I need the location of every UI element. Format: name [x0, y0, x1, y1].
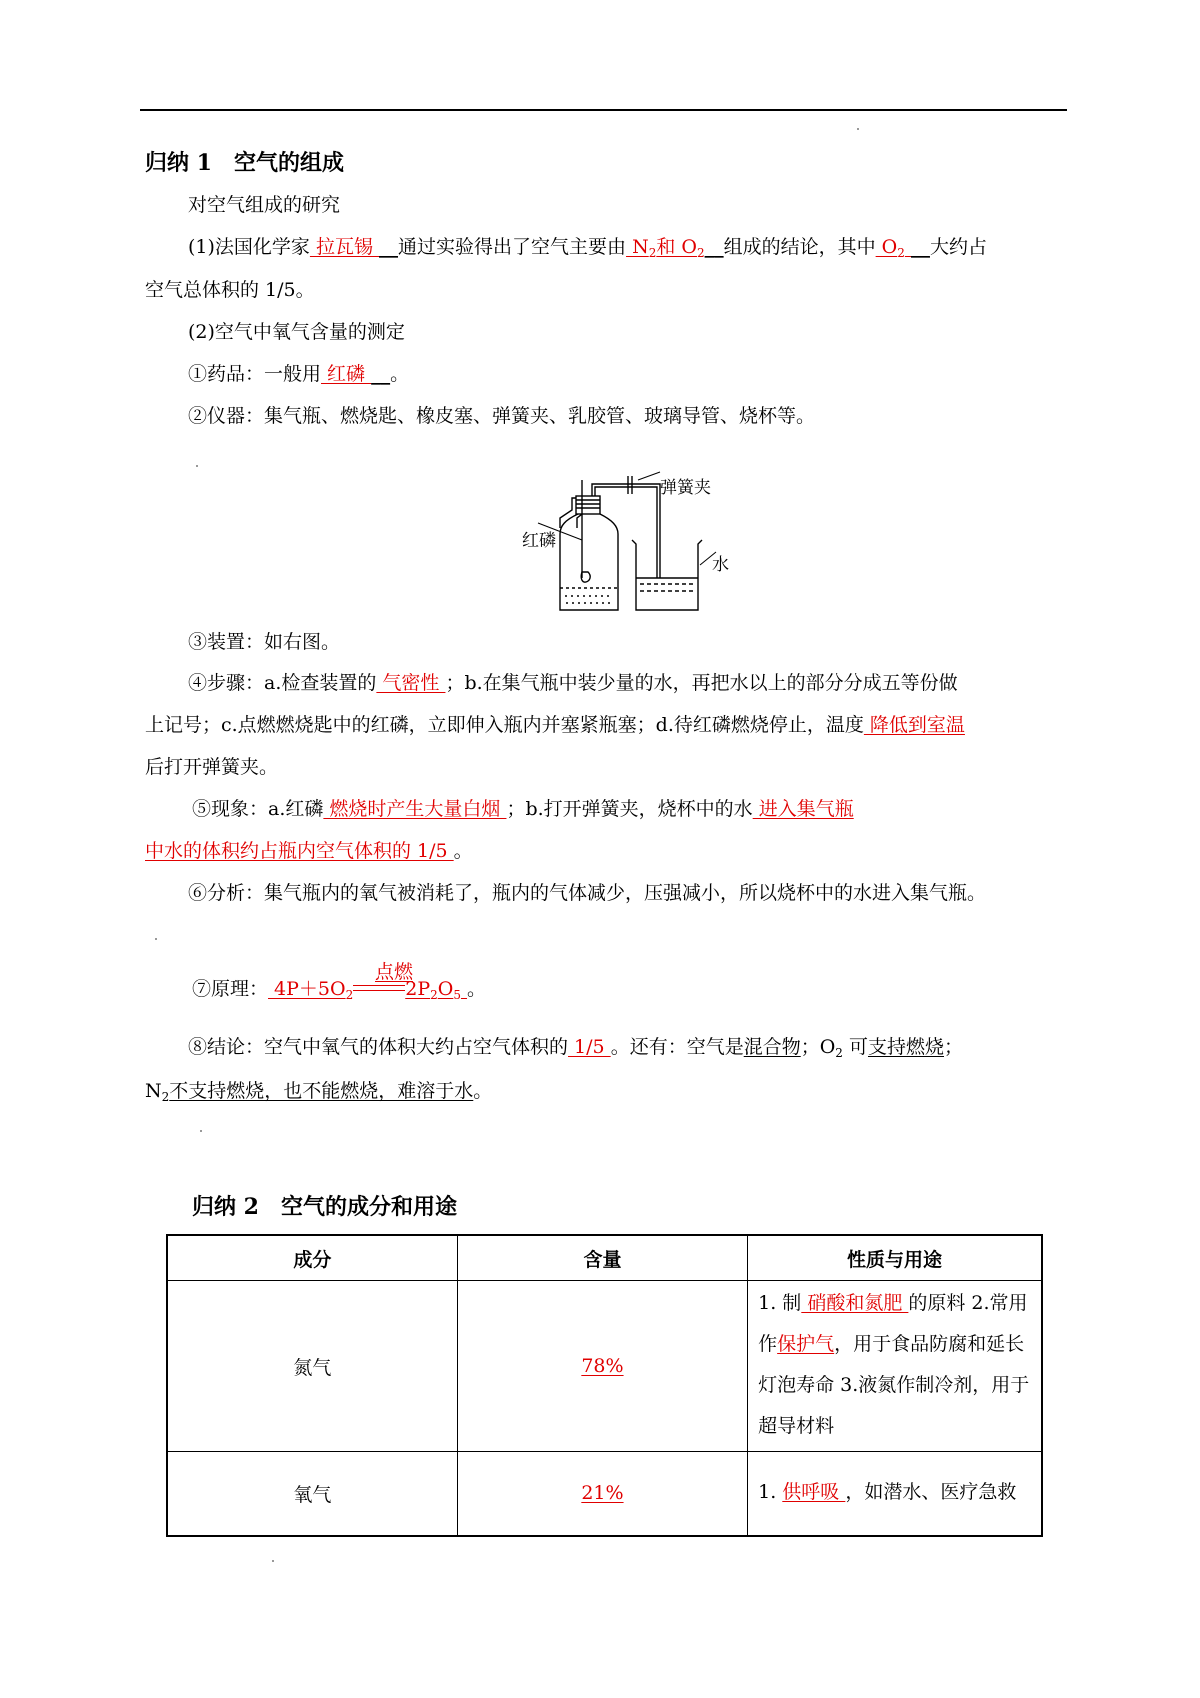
text: 大约占 [929, 236, 987, 258]
answer-o2: $O_2$ [875, 236, 905, 260]
header-rule [140, 109, 1067, 111]
item-2: ②仪器：集气瓶、燃烧匙、橡皮塞、弹簧夹、乳胶管、玻璃导管、烧杯等。 [188, 405, 816, 427]
section-1-title: 归纳 1 空气的组成 [145, 150, 344, 176]
answer-room-temperature: 降低到室温 [863, 714, 965, 736]
text: 1. [758, 1480, 783, 1503]
item-7 [192, 977, 486, 1001]
text: ⑦原理： [192, 978, 269, 1000]
answer-airtightness: 气密性 [376, 672, 446, 694]
answer-lavoisier: 拉瓦锡 [309, 236, 380, 258]
text: 上记号；c.点燃燃烧匙中的红磷，立即伸入瓶内并塞紧瓶塞；d.待红磷燃烧停止，温度 [145, 714, 864, 736]
text: 。 [453, 840, 473, 862]
connecting-tube [592, 476, 660, 578]
text: 。 [467, 978, 487, 1000]
text: 1. 制 [758, 1292, 802, 1314]
text: N [626, 236, 649, 258]
item-4-line-2 [145, 713, 965, 737]
text: ，用于食品防腐和延长灯泡寿命 3.液氮作制冷剂，用于超导材料 [758, 1333, 1030, 1437]
text: 组成的结论，其中 [723, 236, 876, 258]
table-row [167, 1281, 1042, 1452]
answer-one-fifth: 中水的体积约占瓶内空气体积的 1/5 [145, 840, 454, 862]
para-1-line-1: (1)法国化学家 拉瓦锡 __通过实验得出了空气主要由 $N_2$和 $O_2\_\_$组成的结论，其中 $O_2$ __大约占 [188, 236, 987, 260]
item-3: ③装置：如右图。 [188, 631, 341, 653]
item-8-line-2: $N_2$不支持燃烧，也不能燃烧，难溶于水。 [145, 1080, 493, 1104]
label-leader-clamp [638, 472, 660, 480]
answer-21: 21% [581, 1482, 624, 1505]
intro-text: 对空气组成的研究 [188, 194, 341, 216]
text: 。 [473, 1080, 493, 1102]
scan-speck [155, 938, 157, 940]
reaction-condition: 点燃 [375, 961, 414, 983]
cell-content [457, 1452, 747, 1536]
item-6: ⑥分析：集气瓶内的氧气被消耗了，瓶内的气体减少，压强减小，所以烧杯中的水进入集气瓶。 [188, 882, 987, 904]
underlined-supports-combustion: 支持燃烧 [867, 1036, 944, 1058]
equals-line-top [353, 985, 405, 986]
label-spring-clamp: 弹簧夹 [660, 478, 711, 498]
table-row [167, 1452, 1042, 1536]
cell-name: 氧气 [167, 1452, 457, 1536]
item-5-line-2 [145, 839, 473, 863]
scan-speck [857, 128, 859, 130]
item-5-line-1 [192, 797, 854, 821]
header-content: 含量 [457, 1235, 747, 1281]
answer-conclusion-one-fifth: 1/5 [568, 1036, 611, 1058]
text: ；b.在集气瓶中装少量的水，再把水以上的部分分成五等份做 [445, 672, 958, 694]
label-water: 水 [712, 555, 729, 575]
cell-uses [748, 1281, 1042, 1452]
text: O [875, 236, 898, 258]
underlined-mixture: 混合物 [743, 1036, 801, 1058]
gas-bottle [560, 480, 618, 610]
header-properties-uses: 性质与用途 [748, 1235, 1042, 1281]
answer-78: 78% [581, 1355, 624, 1377]
cell-content [457, 1281, 747, 1452]
scan-speck [196, 465, 198, 467]
text: 通过实验得出了空气主要由 [398, 236, 627, 258]
scan-speck [200, 1130, 202, 1132]
scan-speck [272, 1560, 274, 1562]
section-2-title: 归纳 2 空气的成分和用途 [192, 1194, 457, 1220]
answer-nitric-acid: 硝酸和氮肥 [801, 1292, 909, 1314]
header-component: 成分 [167, 1235, 457, 1281]
item-8-line-1: ⑧结论：空气中氧气的体积大约占空气体积的 1/5 。还有：空气是混合物；$O_2$ 可支持燃烧； [188, 1036, 964, 1060]
item-4-line-1 [188, 671, 958, 695]
text: 后打开弹簧夹。 [145, 756, 279, 778]
cell-name: 氮气 [167, 1281, 457, 1452]
text: ，如潜水、医疗急救 [845, 1480, 1017, 1503]
text: 2P [405, 978, 431, 1000]
text: ①药品：一般用 [188, 363, 322, 385]
text: 和 O [656, 236, 697, 258]
item-1: ①药品：一般用 红磷 __。 [188, 363, 410, 385]
text: 4P＋5O [268, 978, 346, 1000]
text: 的原料 2.常用作 [758, 1292, 1028, 1355]
beaker [632, 540, 702, 610]
text: 。还有：空气是 [610, 1036, 744, 1058]
cell-uses [748, 1452, 1042, 1536]
text: ④步骤：a.检查装置的 [188, 672, 377, 694]
air-components-table [166, 1234, 1043, 1537]
text: ； [944, 1036, 964, 1058]
answer-n2-o2: $N_2$和 $O_2$ [626, 236, 705, 260]
item-4-line-3 [145, 755, 278, 779]
answer-respiration: 供呼吸 [782, 1480, 846, 1503]
text: ；b.打开弹簧夹，烧杯中的水 [506, 798, 753, 820]
para-1-line-2: 空气总体积的 1/5。 [145, 279, 315, 301]
answer-white-smoke: 燃烧时产生大量白烟 [323, 798, 507, 820]
text: 。 [390, 363, 410, 385]
underlined-nitrogen-properties: 不支持燃烧，也不能燃烧，难溶于水 [169, 1080, 474, 1102]
text: ⑤现象：a.红磷 [192, 798, 324, 820]
text: ⑧结论：空气中氧气的体积大约占空气体积的 [188, 1036, 569, 1058]
table-header-row [167, 1235, 1042, 1281]
text: ；O [800, 1036, 836, 1058]
label-red-phosphorus: 红磷 [522, 531, 556, 551]
equals-line-bottom [353, 990, 405, 991]
answer-protective-gas: 保护气 [777, 1333, 835, 1355]
text: N [145, 1080, 162, 1102]
answer-water-enters: 进入集气瓶 [752, 798, 854, 820]
answer-red-phosphorus: 红磷 [321, 363, 372, 385]
text: (1)法国化学家 [188, 236, 310, 258]
para-2: (2)空气中氧气含量的测定 [188, 321, 405, 343]
text: 可 [842, 1036, 868, 1058]
answer-equation: $4P+5O_2$ $2P_2O_5$ [268, 978, 461, 1002]
